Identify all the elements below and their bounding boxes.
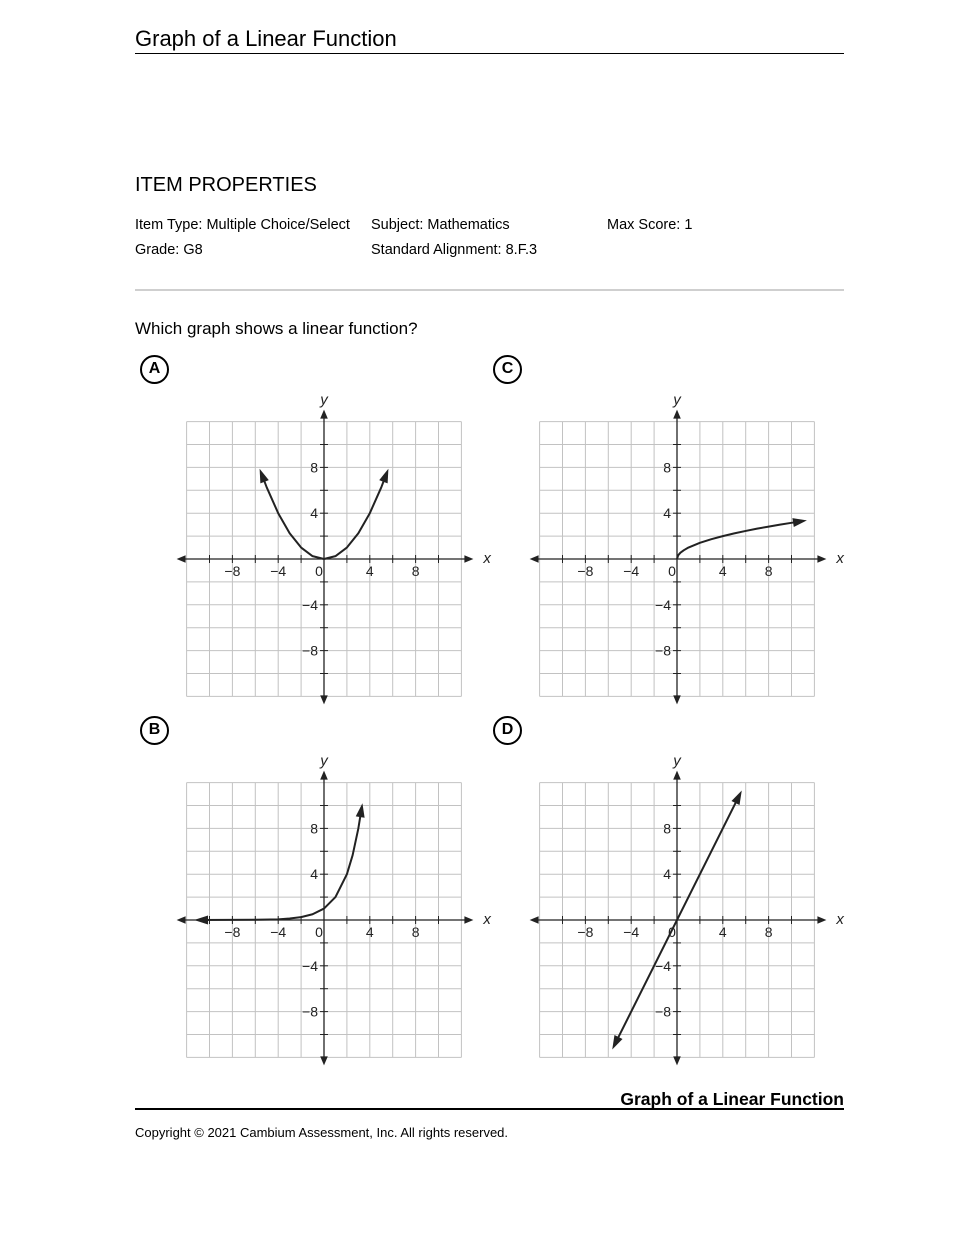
item-properties-heading: ITEM PROPERTIES [135,174,317,196]
curve-arrow-end [731,790,741,805]
y-tick-label: 8 [310,459,318,476]
y-axis-arrow-down [320,695,328,704]
y-tick-label: 4 [663,866,671,883]
item-type: Item Type: Multiple Choice/Select [135,217,350,233]
x-tick-label: −4 [623,924,640,940]
x-tick-label: −8 [224,563,241,579]
y-axis-arrow-up [320,410,328,419]
y-tick-label: 8 [663,820,671,837]
y-axis-label: y [673,752,681,770]
graph-option-d[interactable] [513,751,853,1061]
grade: Grade: G8 [135,242,203,258]
y-tick-label: −4 [655,957,671,974]
page-title: Graph of a Linear Function [135,26,844,54]
y-tick-label: −4 [655,596,671,613]
y-tick-label: 4 [310,866,318,883]
curve-arrow-end [379,469,388,484]
x-axis-arrow-right [464,555,473,563]
x-tick-label: −4 [623,563,640,579]
footer-rule [135,1108,844,1110]
x-axis-arrow-right [817,555,826,563]
function-curve [677,521,803,559]
curve-arrow-start [612,1035,622,1050]
x-tick-label: 8 [764,924,773,940]
y-axis-label: y [320,752,328,770]
footer-title: Graph of a Linear Function [620,1089,844,1109]
subject: Subject: Mathematics [371,217,510,233]
x-tick-label: 4 [718,924,727,940]
x-axis-label: x [836,550,844,567]
y-tick-label: −4 [302,957,318,974]
x-axis-arrow-left [177,555,186,563]
option-a-badge[interactable]: A [140,355,169,384]
x-tick-label: 4 [718,563,727,579]
x-axis-label: x [483,911,491,928]
y-tick-label: −8 [655,642,671,659]
y-axis-label: y [673,391,681,409]
copyright-notice: Copyright © 2021 Cambium Assessment, Inc. All rights reserved. [135,1125,509,1140]
x-tick-label: −4 [270,924,287,940]
y-axis-arrow-up [673,771,681,780]
option-c-badge[interactable]: C [493,355,522,384]
standard-alignment: Standard Alignment: 8.F.3 [371,242,538,258]
section-divider [135,289,844,291]
curve-arrow-start [194,915,208,924]
option-d-badge[interactable]: D [493,716,522,745]
x-axis-arrow-left [530,555,539,563]
x-axis-label: x [483,550,491,567]
x-tick-label: 8 [764,563,773,579]
x-tick-label: 0 [315,563,323,579]
curve-arrow-end [792,518,807,527]
y-tick-label: 4 [310,505,318,522]
graph-option-a[interactable] [160,390,500,700]
max-score: Max Score: 1 [607,217,693,233]
x-tick-label: 0 [668,563,676,579]
y-tick-label: −4 [302,596,318,613]
x-axis-label: x [836,911,844,928]
y-tick-label: 8 [310,820,318,837]
x-tick-label: 0 [315,924,323,940]
graph-option-b[interactable] [160,751,500,1061]
y-axis-arrow-down [673,695,681,704]
y-tick-label: −8 [655,1003,671,1020]
y-axis-arrow-down [673,1056,681,1065]
x-tick-label: 4 [365,563,374,579]
graph-option-c[interactable] [513,390,853,700]
x-tick-label: −8 [224,924,241,940]
x-tick-label: 4 [365,924,374,940]
y-tick-label: 4 [663,505,671,522]
x-tick-label: 8 [411,924,420,940]
question-prompt: Which graph shows a linear function? [135,319,418,338]
x-tick-label: 8 [411,563,420,579]
x-tick-label: −4 [270,563,287,579]
y-axis-arrow-down [320,1056,328,1065]
option-b-badge[interactable]: B [140,716,169,745]
y-axis-arrow-up [673,410,681,419]
x-tick-label: −8 [577,563,594,579]
x-tick-label: −8 [577,924,594,940]
y-tick-label: −8 [302,642,318,659]
y-axis-label: y [320,391,328,409]
x-axis-arrow-left [177,916,186,924]
y-axis-arrow-up [320,771,328,780]
x-axis-arrow-right [464,916,473,924]
curve-arrow-start [260,469,269,484]
x-axis-arrow-right [817,916,826,924]
function-curve [198,807,362,920]
x-tick-label: 0 [668,924,676,940]
x-axis-arrow-left [530,916,539,924]
y-tick-label: −8 [302,1003,318,1020]
y-tick-label: 8 [663,459,671,476]
